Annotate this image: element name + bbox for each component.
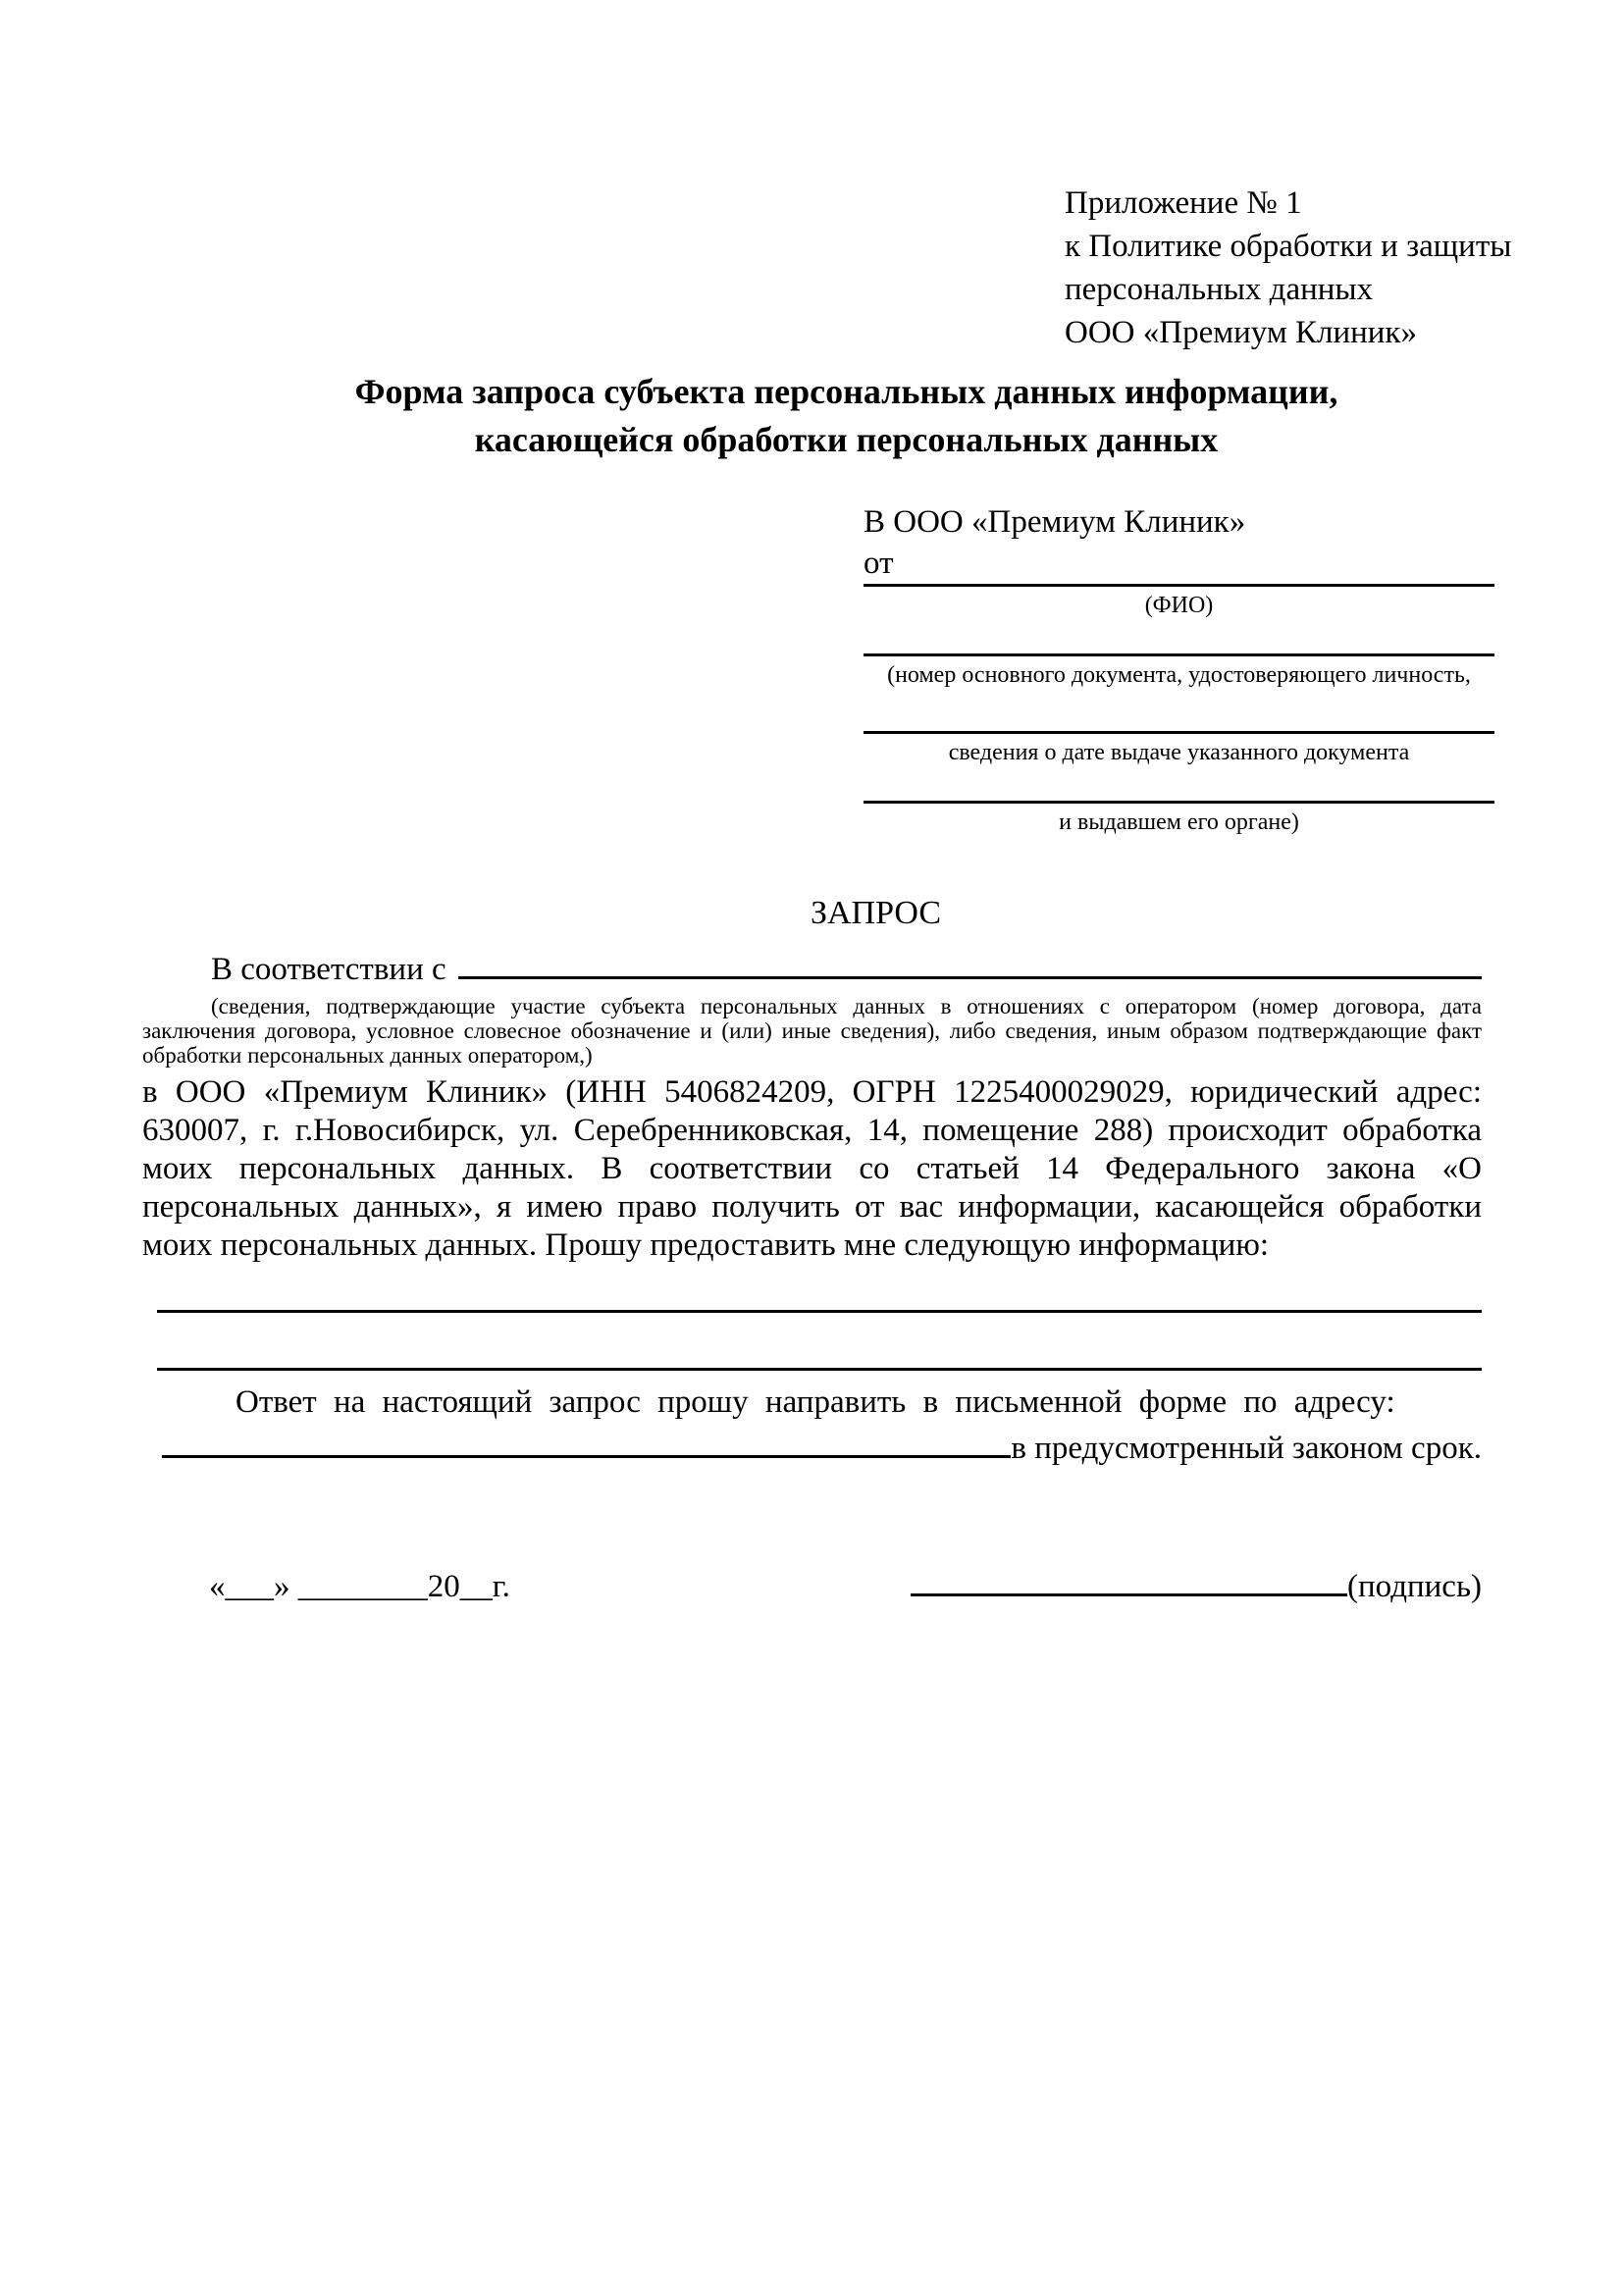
address-blank-line bbox=[162, 1424, 1011, 1458]
request-intro bbox=[142, 945, 1482, 990]
issuing-authority-caption: и выдавшем его органе) bbox=[1059, 809, 1299, 835]
field-row-issue-date bbox=[864, 731, 1494, 767]
addressee-block bbox=[864, 501, 1494, 837]
signature-blank-line bbox=[911, 1562, 1347, 1596]
field-row-issuing-authority bbox=[864, 801, 1494, 837]
title-line-1: Форма запроса субъекта персональных данных информации, bbox=[354, 372, 1338, 411]
request-heading: ЗАПРОС bbox=[810, 895, 942, 931]
appendix-line: персональных данных bbox=[1065, 272, 1374, 307]
appendix-line: ООО «Премиум Клиник» bbox=[1065, 315, 1417, 350]
basis-blank-line bbox=[458, 945, 1482, 979]
document-title bbox=[142, 368, 1482, 464]
reply-line-2 bbox=[142, 1424, 1482, 1468]
explanatory-note: (сведения, подтверждающие участие субъекта персональных данных в отношениях с оператором (номер договора, дата заключения договора, условное словесное обозначение и (или) иные сведения), либо сведения, иным образом подтверждающие факт обработки персональных данных оператором,) bbox=[142, 994, 1482, 1068]
issue-date-caption: сведения о дате выдаче указанного документа bbox=[948, 740, 1410, 765]
footer-row bbox=[142, 1562, 1482, 1605]
signature-block bbox=[911, 1562, 1482, 1605]
document-number-caption: (номер основного документа, удостоверяющего личность, bbox=[887, 662, 1471, 688]
reply-paragraph bbox=[142, 1383, 1482, 1468]
appendix-header bbox=[1065, 182, 1512, 354]
request-body-paragraph: в ООО «Премиум Клиник» (ИНН 5406824209, ОГРН 1225400029029, юридический адрес: 630007, г. г.Новосибирск, ул. Серебренниковская, 14, помещение 288) происходит обработка моих персональных данных. В соответствии со статьей 14 Федерального закона «О персональных данных», я имею право получить от вас информации, касающейся обработки моих персональных данных. Прошу предоставить мне следующую информацию: bbox=[142, 1074, 1482, 1263]
appendix-line: Приложение № 1 bbox=[1065, 185, 1302, 221]
reply-line-1: Ответ на настоящий запрос прошу направить в письменной форме по адресу: bbox=[236, 1384, 1395, 1420]
addressee-to: В ООО «Премиум Клиник» bbox=[864, 504, 1246, 540]
title-line-2: касающейся обработки персональных данных bbox=[474, 420, 1219, 459]
signature-caption: (подпись) bbox=[1347, 1569, 1482, 1604]
intro-label: В соответствии с bbox=[211, 952, 446, 987]
information-blank-line-1 bbox=[157, 1310, 1482, 1313]
addressee-from-label: от bbox=[864, 546, 894, 581]
reply-suffix: в предусмотренный законом срок. bbox=[1011, 1431, 1482, 1466]
appendix-line: к Политике обработки и защиты bbox=[1065, 229, 1512, 264]
fio-caption: (ФИО) bbox=[1144, 593, 1214, 618]
field-row-fio bbox=[864, 584, 1494, 620]
date-field: «___» ________20__г. bbox=[209, 1569, 510, 1604]
field-row-document-number bbox=[864, 653, 1494, 690]
information-blank-line-2 bbox=[157, 1368, 1482, 1371]
